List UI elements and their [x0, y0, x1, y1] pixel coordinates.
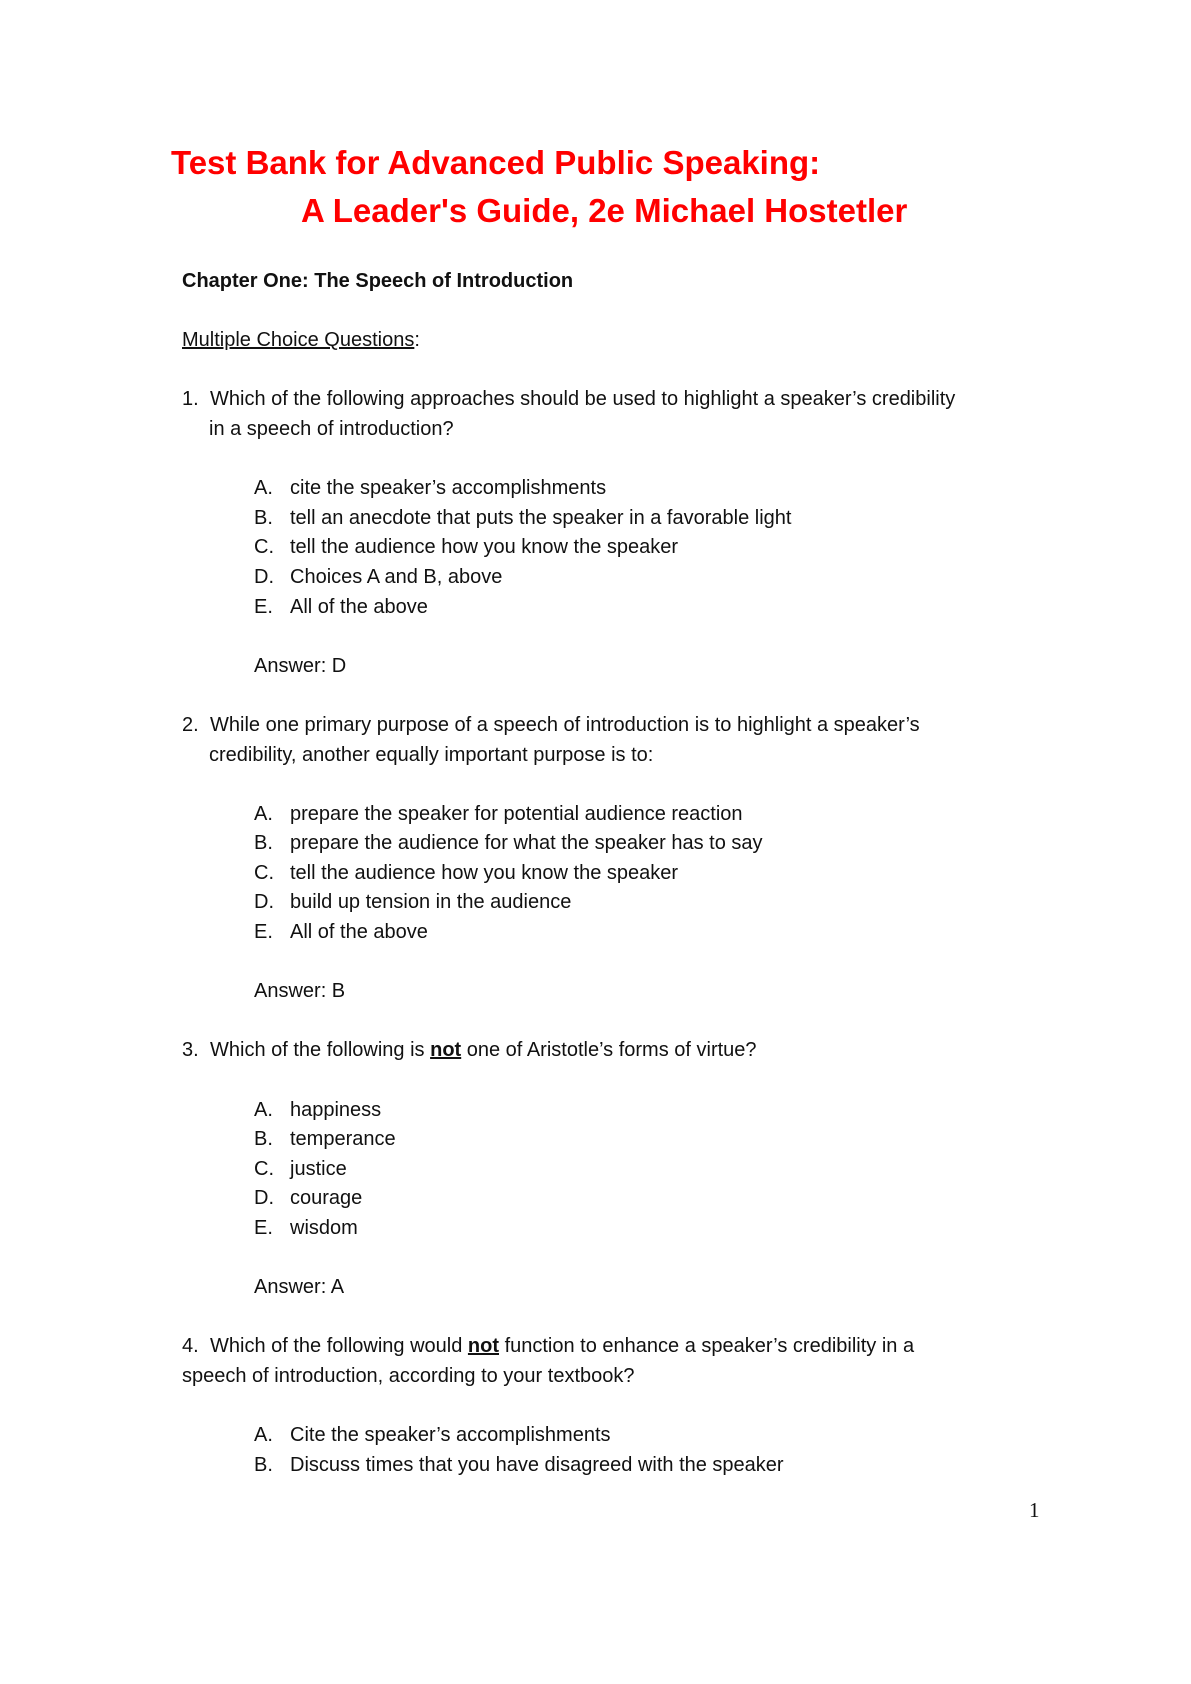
answer-option — [182, 533, 1062, 563]
document-title-line-2: A Leader's Guide, 2e Michael Hostetler — [301, 192, 908, 229]
question-number: 2. — [182, 713, 199, 736]
question-text: function to enhance a speaker’s credibility in a — [499, 1335, 915, 1358]
option-letter: A. — [254, 1098, 273, 1121]
question-text-line — [182, 385, 1062, 415]
question-text: credibility, another equally important purpose is to: — [209, 743, 654, 766]
question-block — [182, 385, 1062, 711]
section-colon: : — [414, 329, 420, 352]
question-number: 3. — [182, 1039, 199, 1062]
option-text: temperance — [290, 1128, 396, 1151]
question-block — [182, 1332, 1062, 1480]
answer-option — [182, 1214, 1062, 1244]
option-text: courage — [290, 1187, 363, 1210]
option-letter: A. — [254, 1424, 273, 1447]
answer-option — [182, 1451, 1062, 1481]
question-text: in a speech of introduction? — [209, 417, 454, 440]
emphasis-text: not — [467, 1335, 500, 1358]
option-letter: B. — [254, 506, 273, 529]
option-letter: E. — [254, 921, 273, 944]
question-text: Which of the following approaches should be used to highlight a speaker’s credibility — [210, 388, 956, 411]
question-text: one of Aristotle’s forms of virtue? — [461, 1039, 757, 1062]
answer-option — [182, 1155, 1062, 1185]
option-letter: B. — [254, 1128, 273, 1151]
question-number: 4. — [182, 1335, 199, 1358]
option-text: prepare the audience for what the speaker has to say — [290, 832, 763, 855]
option-text: wisdom — [290, 1217, 358, 1239]
answer-option — [182, 1096, 1062, 1126]
emphasis-text: not — [430, 1039, 462, 1062]
document-body — [182, 267, 1062, 1480]
option-text: tell an anecdote that puts the speaker in a favorable light — [290, 506, 792, 529]
question-text-line — [182, 711, 1062, 741]
option-text: Cite the speaker’s accomplishments — [290, 1424, 611, 1447]
spacer — [182, 1007, 1062, 1037]
question-list — [182, 385, 1062, 1480]
option-text: Discuss times that you have disagreed with the speaker — [290, 1453, 784, 1476]
option-text: happiness — [290, 1098, 382, 1121]
question-text-line — [182, 1332, 1062, 1362]
question-number: 1. — [182, 388, 199, 411]
spacer — [182, 1303, 1062, 1333]
answer-option — [182, 504, 1062, 534]
question-text: While one primary purpose of a speech of introduction is to highlight a speaker’s — [210, 713, 920, 736]
answer-option — [182, 918, 1062, 948]
spacer — [182, 622, 1062, 652]
answer-option — [182, 1421, 1062, 1451]
option-text: build up tension in the audience — [290, 891, 572, 914]
question-text-line — [182, 415, 1062, 445]
option-text: All of the above — [290, 921, 428, 944]
answer-key: Answer: A — [254, 1276, 345, 1299]
spacer — [182, 1392, 1062, 1422]
question-text-line — [182, 741, 1062, 771]
answer-option — [182, 1125, 1062, 1155]
answer-option — [182, 1184, 1062, 1214]
answer-option — [182, 563, 1062, 593]
question-block — [182, 1036, 1062, 1332]
question-text-line — [182, 1036, 1062, 1066]
spacer — [182, 948, 1062, 978]
spacer — [182, 1244, 1062, 1274]
option-text: justice — [290, 1157, 347, 1180]
question-text: Which of the following would — [210, 1335, 468, 1358]
spacer — [182, 445, 1062, 475]
option-text: Choices A and B, above — [290, 565, 503, 588]
option-letter: C. — [254, 536, 274, 559]
option-text: tell the audience how you know the speaker — [290, 861, 679, 884]
option-text: prepare the speaker for potential audience reaction — [290, 802, 743, 825]
option-letter: E. — [254, 595, 273, 618]
answer-option — [182, 829, 1062, 859]
spacer — [182, 681, 1062, 711]
option-letter: A. — [254, 802, 273, 825]
option-letter: B. — [254, 1453, 273, 1476]
option-letter: C. — [254, 1157, 274, 1180]
question-text-line — [182, 1362, 1062, 1392]
answer-option — [182, 800, 1062, 830]
section-label: Multiple Choice Questions — [182, 329, 415, 352]
question-text: speech of introduction, according to your textbook? — [182, 1364, 635, 1387]
answer-option — [182, 888, 1062, 918]
question-block — [182, 711, 1062, 1037]
answer-option — [182, 474, 1062, 504]
page-number: 1 — [1029, 1498, 1040, 1522]
answer-key: Answer: D — [254, 654, 347, 677]
answer-option — [182, 593, 1062, 623]
spacer — [182, 1066, 1062, 1096]
option-text: tell the audience how you know the speaker — [290, 536, 679, 559]
option-letter: C. — [254, 861, 274, 884]
option-letter: D. — [254, 1187, 274, 1210]
option-letter: B. — [254, 832, 273, 855]
option-letter: D. — [254, 565, 274, 588]
option-letter: D. — [254, 891, 274, 914]
spacer — [182, 770, 1062, 800]
question-text: Which of the following is — [210, 1039, 431, 1062]
option-text: cite the speaker’s accomplishments — [290, 477, 607, 500]
option-text: All of the above — [290, 595, 428, 618]
section-heading — [182, 326, 1062, 356]
answer-key: Answer: B — [254, 980, 346, 1003]
option-letter: A. — [254, 477, 273, 500]
chapter-heading: Chapter One: The Speech of Introduction — [182, 270, 574, 292]
answer-option — [182, 859, 1062, 889]
document-title-line-1: Test Bank for Advanced Public Speaking: — [171, 144, 821, 181]
option-letter: E. — [254, 1217, 273, 1239]
